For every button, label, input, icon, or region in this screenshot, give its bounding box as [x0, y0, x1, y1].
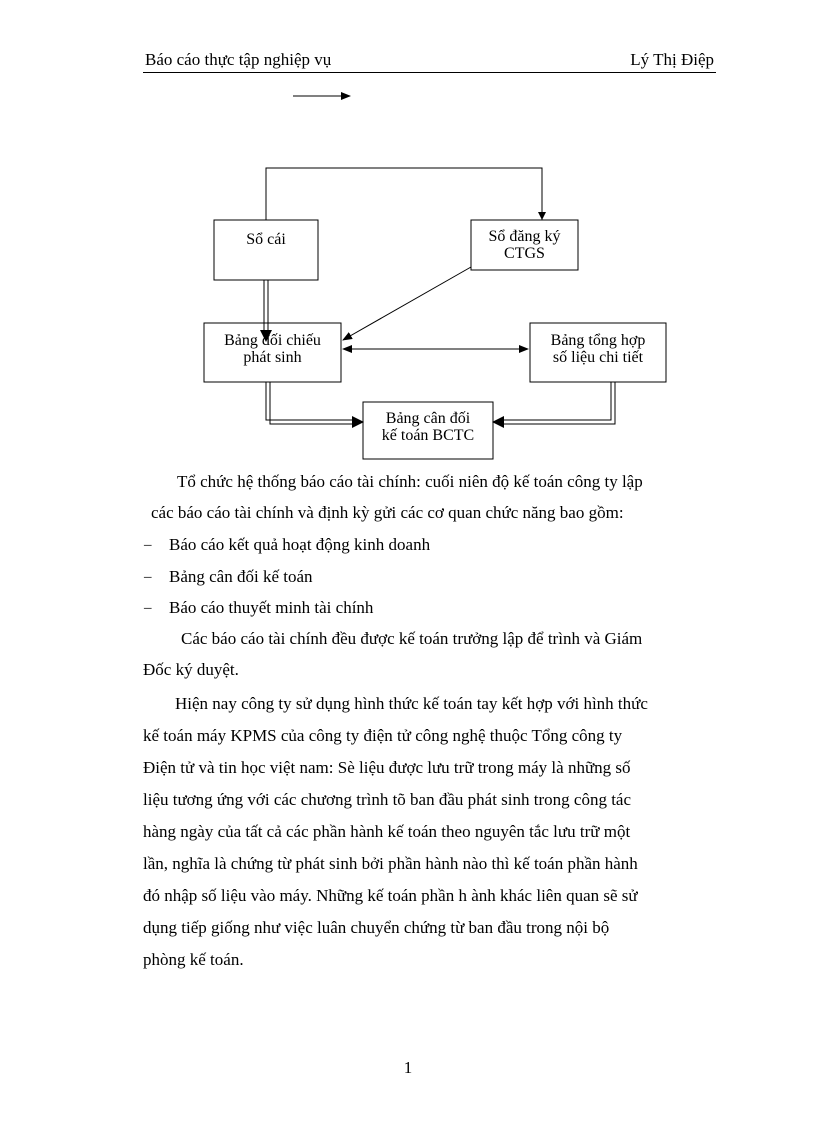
para3-line-7: đó nhập số liệu vào máy. Những kế toán phần h ành khác liên quan sẽ sử: [143, 886, 638, 905]
para3-line-6: lần, nghĩa là chứng từ phát sinh bởi phần hành nào thì kế toán phần hành: [143, 854, 638, 873]
bullet-mark-1: –: [144, 537, 152, 553]
bullet-item-2: Bảng cân đối kế toán: [169, 567, 313, 586]
para2-line-1: Các báo cáo tài chính đều được kế toán trưởng lập để trình và Giám: [181, 629, 643, 648]
para3-line-5: hàng ngày của tất cả các phần hành kế toán theo nguyên tắc lưu trữ một: [143, 822, 631, 841]
intro-line-1: Tổ chức hệ thống báo cáo tài chính: cuối niên độ kế toán công ty lập: [177, 472, 643, 491]
so-cai-label: [214, 231, 318, 248]
bang-tong-hop-text-2: số liệu chi tiết: [552, 349, 644, 366]
bullet-mark-3: –: [144, 600, 152, 616]
page-number: 1: [403, 1058, 413, 1077]
bang-tong-hop-label: [530, 332, 666, 366]
para3-line-4: liệu tương ứng với các chương trình tõ ban đầu phát sinh trong công tác: [143, 790, 632, 809]
so-dang-ky-label: [471, 228, 578, 262]
header-author: Lý Thị Điệp: [630, 50, 714, 69]
arrow-tonghop-candoi: [492, 416, 504, 428]
para3-line-2: kế toán máy KPMS của công ty điện tử công nghệ thuộc Tổng công ty: [143, 726, 623, 745]
bang-can-doi-text-1: Bảng cân đối: [385, 410, 471, 427]
so-dang-ky-text-2: CTGS: [504, 245, 545, 262]
bang-can-doi-text-2: kế toán BCTC: [381, 427, 475, 444]
bang-can-doi-label: [363, 410, 493, 444]
flow-diagram: [0, 0, 816, 470]
box-so-cai: [214, 220, 318, 280]
para3-line-8: dụng tiếp giống như việc luân chuyển chứng từ ban đầu trong nội bộ: [143, 918, 610, 937]
arrow-loop-top: [266, 168, 542, 220]
bang-doi-chieu-text-1: Bảng đối chiếu: [224, 332, 321, 349]
bang-doi-chieu-text-2: phát sinh: [243, 349, 302, 366]
arrow-dangky-doichieu: [343, 267, 471, 340]
bullet-item-1: Báo cáo kết quả hoạt động kinh doanh: [169, 535, 431, 554]
para3-line-9: phòng kế toán.: [143, 950, 244, 969]
header-title: Báo cáo thực tập nghiệp vụ: [145, 50, 332, 69]
so-dang-ky-text-1: Sổ đăng ký: [488, 228, 561, 245]
para3-line-3: Điện tử và tin học việt nam: Sè liệu được lưu trữ trong máy là những số: [143, 758, 631, 777]
bang-doi-chieu-label: [204, 332, 341, 366]
bullet-mark-2: –: [144, 569, 152, 585]
bang-tong-hop-text-1: Bảng tổng hợp: [550, 332, 646, 349]
para3-line-1: Hiện nay công ty sử dụng hình thức kế toán tay kết hợp với hình thức: [175, 694, 648, 713]
bullet-item-3: Báo cáo thuyết minh tài chính: [169, 598, 374, 617]
intro-line-2: các báo cáo tài chính và định kỳ gửi các cơ quan chức năng bao gồm:: [151, 503, 624, 522]
para2-line-2: Đốc ký duyệt.: [143, 660, 239, 679]
so-cai-text: Sổ cái: [246, 231, 286, 248]
